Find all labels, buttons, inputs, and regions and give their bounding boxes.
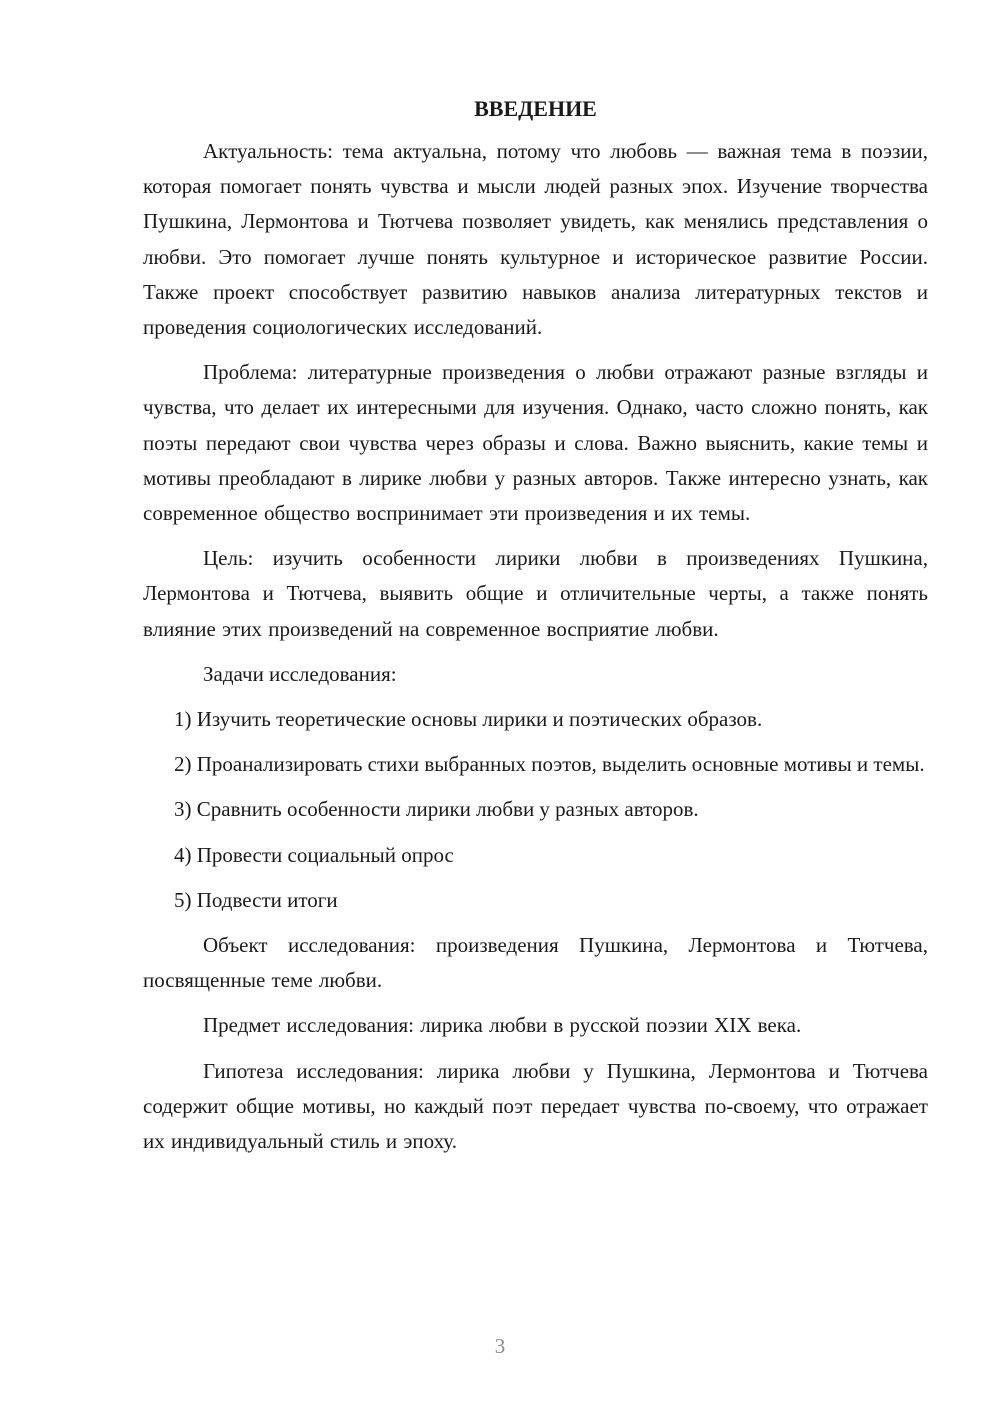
task-item: 4) Провести социальный опрос	[174, 842, 454, 867]
document-title: ВВЕДЕНИЕ	[474, 96, 597, 121]
page-number: 3	[494, 1334, 506, 1358]
problem-paragraph: Проблема: литературные произведения о любви отражают разные взгляды и чувства, что делает их интересными для изучения. Однако, часто сложно понять, как поэты передают свои чувства через образы и слова. Важно выяснить, какие темы и мотивы преобладают в лирике любви у разных авторов. Также интересно узнать, как современное общество воспринимает эти произведения и их темы.	[143, 360, 928, 526]
object-paragraph: Объект исследования: произведения Пушкина, Лермонтова и Тютчева, посвященные теме любви.	[143, 933, 928, 993]
goal-paragraph: Цель: изучить особенности лирики любви в произведениях Пушкина, Лермонтова и Тютчева, выявить общие и отличительные черты, а также понять влияние этих произведений на современное восприятие любви.	[143, 546, 928, 641]
document-page	[143, 96, 928, 1169]
subject-paragraph: Предмет исследования: лирика любви в русской поэзии XIX века.	[203, 1013, 802, 1038]
hypothesis-paragraph: Гипотеза исследования: лирика любви у Пушкина, Лермонтова и Тютчева содержит общие мотивы, но каждый поэт передает чувства по-своему, что отражает их индивидуальный стиль и эпоху.	[143, 1058, 928, 1154]
task-item: 5) Подвести итоги	[174, 887, 338, 912]
task-item: 1) Изучить теоретические основы лирики и поэтических образов.	[174, 707, 763, 732]
relevance-paragraph: Актуальность: тема актуальна, потому что любовь — важная тема в поэзии, которая помогает понять чувства и мысли людей разных эпох. Изучение творчества Пушкина, Лермонтова и Тютчева позволяет увидеть, как менялись представления о любви. Это помогает лучше понять культурное и историческое развитие России. Также проект способствует развитию навыков анализа литературных текстов и проведения социологических исследований.	[143, 139, 928, 340]
task-item: 3) Сравнить особенности лирики любви у разных авторов.	[174, 797, 699, 822]
tasks-heading: Задачи исследования:	[203, 661, 397, 686]
task-item: 2) Проанализировать стихи выбранных поэтов, выделить основные мотивы и темы.	[174, 752, 925, 777]
